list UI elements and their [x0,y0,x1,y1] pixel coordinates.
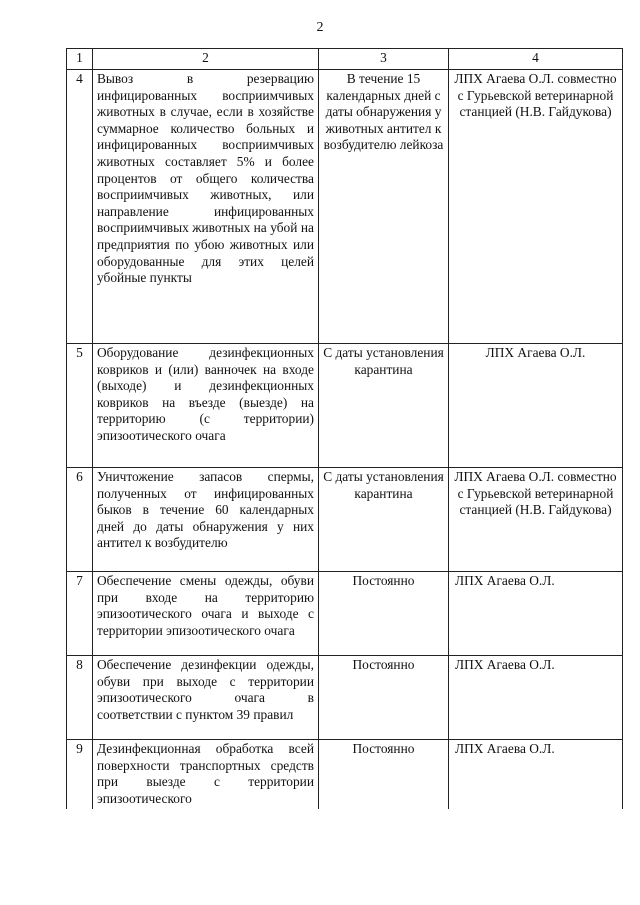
table-row [67,344,623,468]
measure-description: Дезинфекционная обработка всей поверхности транспортных средств при выезде с территории эпизоотического [93,740,319,810]
page-number: 2 [316,20,324,35]
measure-term: Постоянно [319,656,449,740]
measure-responsible: ЛПХ Агаева О.Л. [449,572,623,656]
row-number: 9 [67,740,93,810]
table-header-row [67,49,623,70]
table-row [67,572,623,656]
row-number: 7 [67,572,93,656]
measure-responsible: ЛПХ Агаева О.Л. совместно с Гурьевской ветеринарной станцией (Н.В. Гайдукова) [449,468,623,572]
measure-term: Постоянно [319,740,449,810]
row-number: 5 [67,344,93,468]
measure-term: С даты установления карантина [319,344,449,468]
measure-description: Вывоз в резервацию инфицированных восприимчивых животных в случае, если в хозяйстве суммарное количество больных и инфицированных восприимчивых животных составляет 5% и более процентов от общего количества восприимчивых животных, или направление инфицированных восприимчивых животных на убой на предприятия по убою животных или оборудованные для этих целей убойные пункты [93,70,319,344]
measure-term: В течение 15 календарных дней с даты обнаружения у животных антител к возбудителю лейкоза [319,70,449,344]
measure-responsible: ЛПХ Агаева О.Л. [449,344,623,468]
table-row [67,70,623,344]
table-row [67,656,623,740]
column-header-3: 3 [319,49,449,70]
measure-description: Оборудование дезинфекционных ковриков и (или) ванночек на входе (выходе) и дезинфекционных ковриков на въезде (выезде) на территорию (с территории) эпизоотического очага [93,344,319,468]
measure-description: Уничтожение запасов спермы, полученных от инфицированных быков в течение 60 календарных дней до даты обнаружения у них антител к возбудителю [93,468,319,572]
column-header-4: 4 [449,49,623,70]
measure-term: С даты установления карантина [319,468,449,572]
measure-responsible: ЛПХ Агаева О.Л. [449,740,623,810]
column-header-2: 2 [93,49,319,70]
measure-responsible: ЛПХ Агаева О.Л. совместно с Гурьевской ветеринарной станцией (Н.В. Гайдукова) [449,70,623,344]
measures-table [66,48,623,809]
row-number: 8 [67,656,93,740]
measure-description: Обеспечение смены одежды, обуви при входе на территорию эпизоотического очага и выходе с территории эпизоотического очага [93,572,319,656]
row-number: 6 [67,468,93,572]
measure-term: Постоянно [319,572,449,656]
measure-responsible: ЛПХ Агаева О.Л. [449,656,623,740]
table-row [67,740,623,810]
row-number: 4 [67,70,93,344]
table-row [67,468,623,572]
column-header-1: 1 [67,49,93,70]
measure-description: Обеспечение дезинфекции одежды, обуви при выходе с территории эпизоотического очага в соответствии с пунктом 39 правил [93,656,319,740]
